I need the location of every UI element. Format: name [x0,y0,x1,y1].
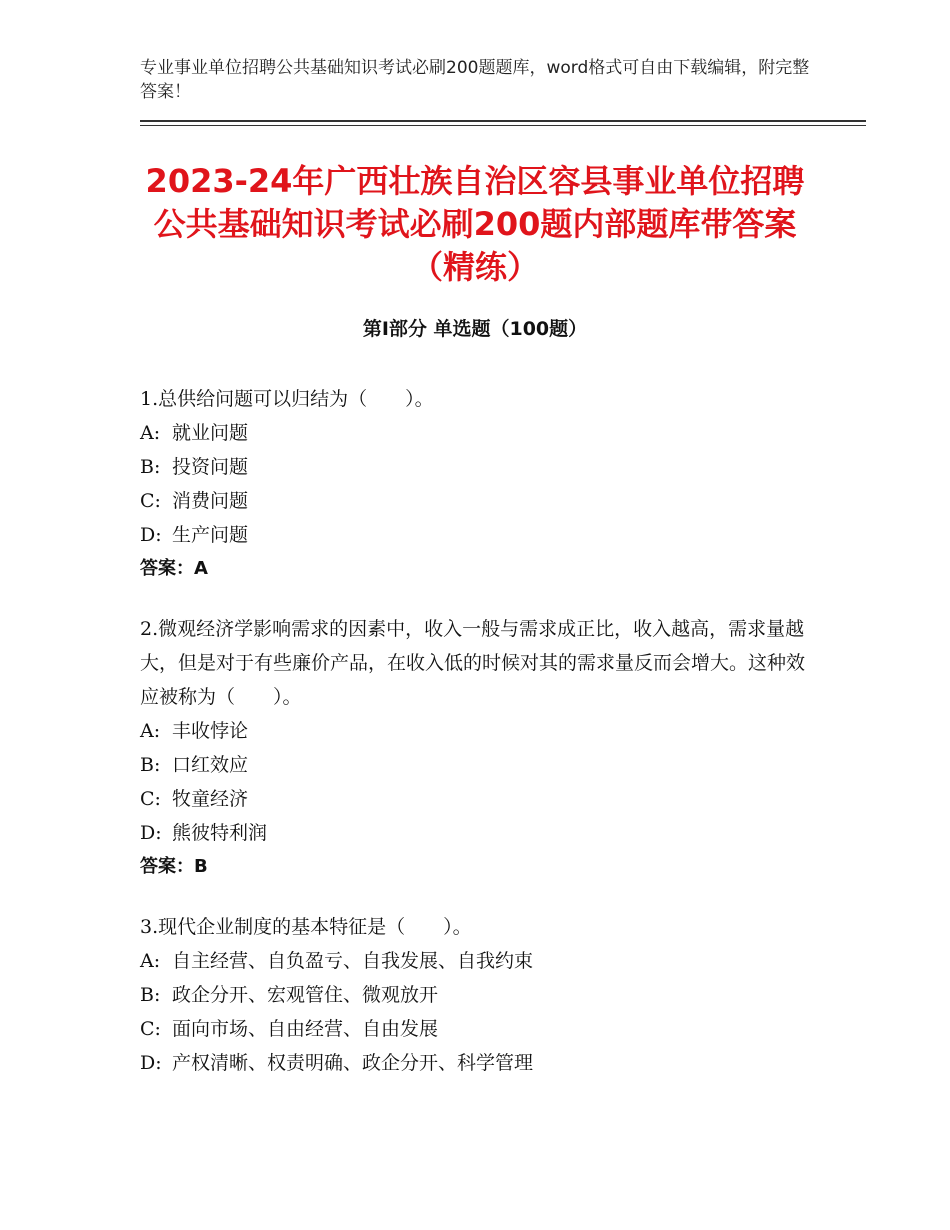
option-d [140,816,820,850]
option-text: 投资问题 [172,456,249,478]
option-b [140,748,820,782]
option-d [140,1046,820,1080]
option-a [140,944,820,978]
question-1 [140,382,820,586]
option-key: B: [140,456,161,478]
option-text: 熊彼特利润 [172,822,268,844]
option-key: A: [140,720,161,742]
option-a [140,416,820,450]
option-c [140,484,820,518]
option-text: 就业问题 [172,422,249,444]
option-text: 生产问题 [172,524,249,546]
option-a [140,714,820,748]
option-key: C: [140,788,161,810]
option-key: A: [140,950,161,972]
question-3 [140,910,820,1080]
answer-line: 答案：A [140,558,208,579]
question-stem: 3.现代企业制度的基本特征是（ ）。 [140,916,472,938]
option-key: D: [140,1052,162,1074]
option-text: 产权清晰、权责明确、政企分开、科学管理 [172,1052,534,1074]
question-2 [140,612,820,884]
option-c [140,782,820,816]
option-b [140,978,820,1012]
option-text: 丰收悖论 [172,720,249,742]
answer-line: 答案：B [140,856,208,877]
option-key: A: [140,422,161,444]
option-key: D: [140,524,162,546]
question-stem: 1.总供给问题可以归结为（ ）。 [140,388,434,410]
option-b [140,450,820,484]
document-title: 2023-24年广西壮族自治区容县事业单位招聘公共基础知识考试必刷200题内部题库带答案（精练） [145,162,805,286]
question-list [140,382,820,1106]
section-title: 第Ⅰ部分 单选题（100题） [362,318,588,340]
option-key: B: [140,984,161,1006]
option-key: B: [140,754,161,776]
option-key: C: [140,490,161,512]
header-rule-thick [140,120,866,122]
option-text: 消费问题 [172,490,249,512]
option-text: 政企分开、宏观管住、微观放开 [172,984,439,1006]
option-text: 自主经营、自负盈亏、自我发展、自我约束 [172,950,534,972]
option-text: 面向市场、自由经营、自由发展 [172,1018,439,1040]
header-note: 专业事业单位招聘公共基础知识考试必刷200题题库，word格式可自由下载编辑，附完整答案！ [140,58,810,102]
option-key: C: [140,1018,161,1040]
header-rule-thin [140,125,866,126]
option-text: 口红效应 [172,754,249,776]
option-text: 牧童经济 [172,788,249,810]
option-c [140,1012,820,1046]
option-key: D: [140,822,162,844]
option-d [140,518,820,552]
question-stem: 2.微观经济学影响需求的因素中，收入一般与需求成正比，收入越高，需求量越大，但是对于有些廉价产品，在收入低的时候对其的需求量反而会增大。这种效应被称为（ ）。 [140,618,806,708]
